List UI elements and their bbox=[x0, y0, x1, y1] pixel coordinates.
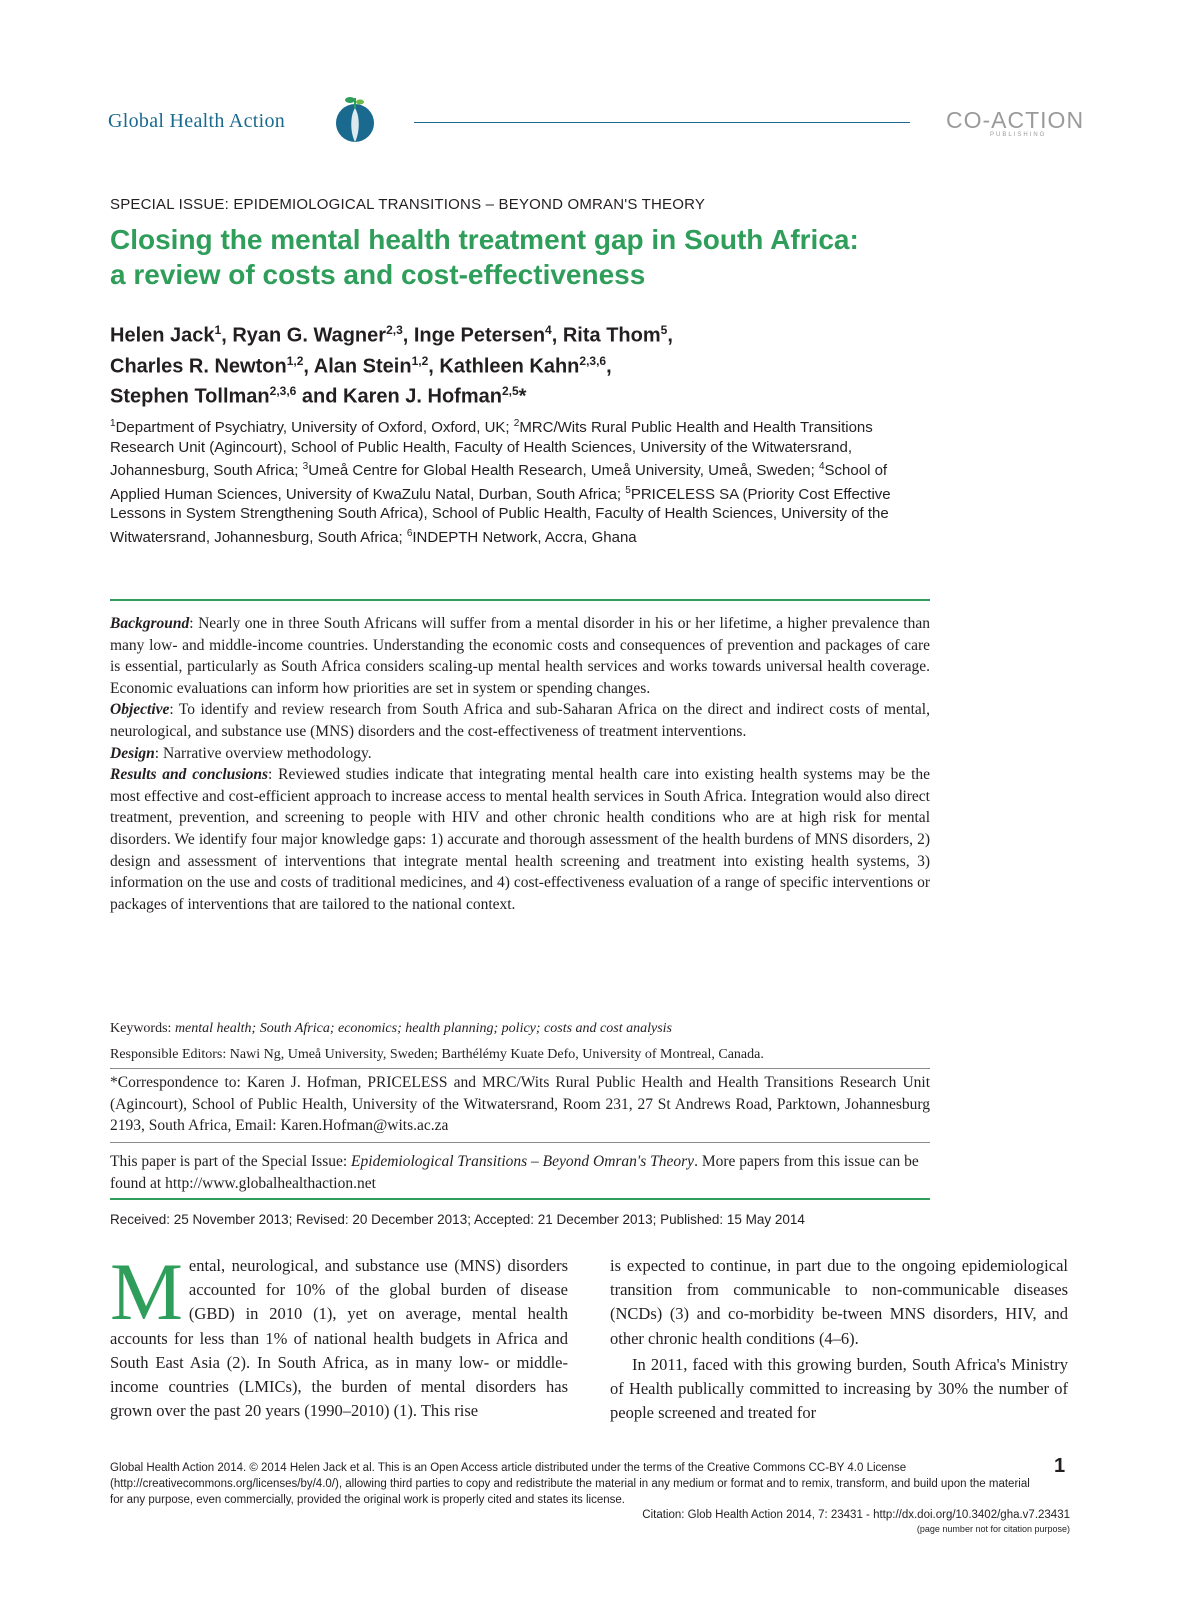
abstract-objective: Objective: To identify and review research from South Africa and sub-Saharan Africa on the direct and indirect costs of mental, neurological, and substance use (MNS) disorders and the cost-effectiveness of treatment interventions. bbox=[110, 701, 930, 740]
author: Alan Stein bbox=[313, 355, 412, 378]
author-list: Helen Jack$^1$, Ryan G. Wagner$^{2,3}$, Inge Petersen$^4$, Rita Thom$^5$, Charles R. Newton$^{1,2}$, Alan Stein$^{1,2}$, Kathleen Kahn$^{2,3,6}$, Stephen Tollman$^{2,3,6}$ and Karen J. Hofman$^{2,5}$* bbox=[110, 323, 673, 408]
keywords: Keywords: mental health; South Africa; economics; health planning; policy; costs and cost analysis bbox=[110, 1021, 672, 1036]
abstract-background: Background: Nearly one in three South Africans will suffer from a mental disorder in his or her lifetime, a higher prevalence than many low- and middle-income countries. Understanding the economic costs and consequences of prevention and packages of care is essential, particularly as South Africa considers scaling-up mental health services and works towards universal health coverage. Economic evaluations can inform how priorities are set in system or spending changes. bbox=[110, 615, 930, 697]
body-paragraph: In 2011, faced with this growing burden, South Africa's Ministry of Health publically committed to increasing by 30% the number of people screened and treated for bbox=[610, 1354, 1068, 1423]
author: Charles R. Newton bbox=[110, 355, 287, 378]
title-line-2: a review of costs and cost-effectiveness bbox=[110, 259, 646, 290]
author: Kathleen Kahn bbox=[439, 355, 580, 378]
author: Helen Jack bbox=[110, 324, 215, 347]
license-footer: Global Health Action 2014. © 2014 Helen Jack et al. This is an Open Access article distributed under the terms of the Creative Commons CC-BY 4.0 License (http://creativecommons.org/licenses/by/4.0/), allowing third parties to copy and redistribute the material in any medium or format and to remix, transform, and build upon the material for any purpose, even commercially, provided the original work is properly cited and states its license. bbox=[110, 1462, 1030, 1506]
affiliations: $^1$Department of Psychiatry, University of Oxford, Oxford, UK; $^2$MRC/Wits Rural Public Health and Health Transitions Research Unit (Agincourt), School of Public Health, Faculty of Health Sciences, University of the Witwatersrand, Johannesburg, South Africa; $^3$Umeå Centre for Global Health Research, Umeå University, Umeå, Sweden; $^4$School of Applied Human Sciences, University of KwaZulu Natal, Durban, South Africa; $^5$PRICELESS SA (Priority Cost Effective Lessons in System Strengthening South Africa), School of Public Health, Faculty of Health Sciences, University of the Witwatersrand, Johannesburg, South Africa; $^6$INDEPTH Network, Accra, Ghana bbox=[110, 418, 891, 546]
abstract-results: Results and conclusions: Reviewed studies indicate that integrating mental health care into existing health systems may be the most effective and cost-efficient approach to increase access to mental health services in South Africa. Integration would also direct treatment, prevention, and screening to people with HIV and other chronic health conditions who are at high risk for mental disorders. We identify four major knowledge gaps: 1) accurate and thorough assessment of the health burdens of MNS disorders, 2) design and assessment of interventions that integrate mental health screening and treatment into existing health systems, 3) information on the use and costs of traditional medicines, and 4) cost-effectiveness evaluation of a range of specific interventions or packages of interventions that are tailored to the national context. bbox=[110, 766, 931, 913]
abstract-design: Design: Narrative overview methodology. bbox=[110, 744, 372, 762]
body-right-column bbox=[610, 1254, 1068, 1425]
author: Rita Thom bbox=[562, 324, 661, 347]
article-title bbox=[110, 222, 1010, 292]
responsible-editors: Responsible Editors: Nawi Ng, Umeå University, Sweden; Barthélémy Kuate Defo, University of Montreal, Canada. bbox=[110, 1047, 764, 1062]
journal-name: Global Health Action bbox=[108, 110, 286, 132]
page-number-note: (page number not for citation purpose) bbox=[916, 1524, 1070, 1534]
body-paragraph: ental, neurological, and substance use (MNS) disorders accounted for 10% of the global burden of disease (GBD) in 2010 (1), yet on average, mental health accounts for less than 1% of national health budgets in Africa and South East Asia (2). In South Africa, as in many low- or middle-income countries (LMICs), the burden of mental disorders has grown over the past 20 years (1990–2010) (1). This rise bbox=[110, 1256, 568, 1421]
correspondence-rule bbox=[110, 1142, 930, 1143]
editors-rule bbox=[110, 1068, 930, 1069]
correspondence: *Correspondence to: Karen J. Hofman, PRICELESS and MRC/Wits Rural Public Health and Health Transitions Research Unit (Agincourt), School of Public Health, University of the Witwatersrand, Room 231, 27 St Andrews Road, Parktown, Johannesburg 2193, South Africa, Email: Karen.Hofman@wits.ac.za bbox=[110, 1074, 930, 1135]
page-number: 1 bbox=[1054, 1455, 1066, 1477]
publisher-logo-sub: PUBLISHING bbox=[990, 132, 1047, 138]
abstract-bottom-rule bbox=[110, 1198, 930, 1200]
title-line-1: Closing the mental health treatment gap in South Africa: bbox=[110, 224, 859, 255]
author: Karen J. Hofman bbox=[343, 385, 502, 408]
author: Inge Petersen bbox=[413, 324, 546, 347]
author: Ryan G. Wagner bbox=[232, 324, 387, 347]
body-paragraph: is expected to continue, in part due to the ongoing epidemiological transition from communicable to non-communicable diseases (NCDs) (3) and co-morbidity be-tween MNS disorders, HIV, and other chronic health conditions (4–6). bbox=[610, 1256, 1068, 1348]
article-dates: Received: 25 November 2013; Revised: 20 December 2013; Accepted: 21 December 2013; Published: 15 May 2014 bbox=[110, 1212, 805, 1227]
abstract-top-rule bbox=[110, 599, 930, 601]
journal-logo-icon bbox=[330, 94, 380, 144]
abstract bbox=[110, 613, 930, 915]
header-rule bbox=[414, 122, 910, 123]
body-left-column bbox=[110, 1246, 568, 1423]
author: Stephen Tollman bbox=[110, 385, 270, 408]
publisher-logo: CO-ACTION bbox=[946, 107, 1085, 133]
citation: Citation: Glob Health Action 2014, 7: 23431 - http://dx.doi.org/10.3402/gha.v7.23431 bbox=[642, 1509, 1070, 1521]
drop-cap: M bbox=[110, 1246, 183, 1337]
special-issue-note: This paper is part of the Special Issue: Epidemiological Transitions – Beyond Omran's Theory. More papers from this issue can be found at http://www.globalhealthaction.net bbox=[110, 1153, 919, 1192]
special-issue-label: SPECIAL ISSUE: EPIDEMIOLOGICAL TRANSITIONS – BEYOND OMRAN'S THEORY bbox=[110, 196, 706, 213]
